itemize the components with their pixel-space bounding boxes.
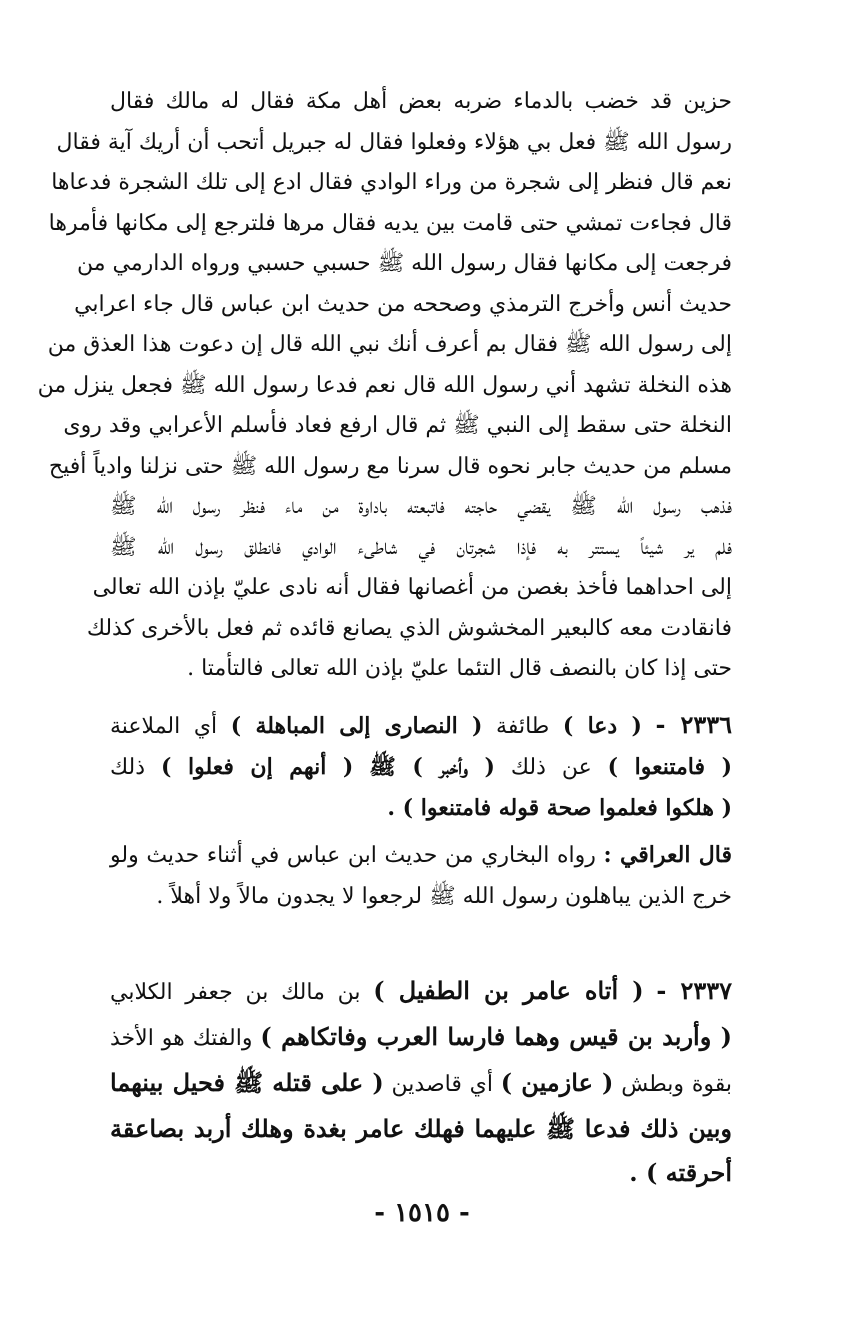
- quoted-phrase: ( وأربد بن قيس وهما فارسا العرب وفاتكاهم ): [260, 1021, 732, 1051]
- commentary-text: ذلك: [110, 754, 146, 780]
- quoted-phrase: ( عازمين ): [500, 1067, 614, 1097]
- quoted-phrase: ( النصارى إلى المباهلة ): [230, 712, 483, 739]
- quoted-phrase: ( وأخبر ) ﷺ: [369, 753, 495, 780]
- text-line: قال فجاءت تمشي حتى قامت بين يديه فقال مرها فلترجع إلى مكانها فأمرها: [48, 210, 732, 236]
- text-line: رسول الله ﷺ فعل بي هؤلاء وفعلوا فقال له جبريل أتحب أن أريك آية فقال: [56, 129, 732, 155]
- text-line: مسلم من حديث جابر نحوه قال سرنا مع رسول الله ﷺ حتى نزلنا وادياً أفيح: [48, 453, 732, 479]
- entry-2336: [110, 704, 732, 829]
- text-line: فرجعت إلى مكانها فقال رسول الله ﷺ حسبي حسبي ورواه الدارمي من: [76, 251, 732, 276]
- iraqi-note: [110, 835, 732, 917]
- quoted-phrase: ( هلكوا فعلموا صحة قوله فامتنعوا ) .: [387, 794, 732, 821]
- quoted-phrase: ( على قتله ﷺ فحيل بينهما: [110, 1067, 384, 1097]
- commentary-text: بقوة وبطش: [621, 1071, 732, 1097]
- commentary-text: طائفة: [496, 713, 550, 739]
- text-line: نعم قال فنظر إلى شجرة من وراء الوادي فقال ادع إلى تلك الشجرة فدعاها: [51, 170, 732, 195]
- text-line: حديث أنس وأخرج الترمذي وصححه من حديث ابن عباس قال جاء اعرابي: [74, 291, 732, 317]
- note-text: رواه البخاري من حديث ابن عباس في أثناء حديث ولو: [110, 842, 596, 868]
- commentary-text: عن ذلك: [510, 754, 592, 780]
- quoted-phrase: ( أتاه عامر بن الطفيل ): [373, 975, 644, 1005]
- text-line: حزين قد خضب بالدماء ضربه بعض أهل مكة فقال له مالك فقال: [110, 89, 732, 114]
- commentary-text: والفتك هو الأخذ: [110, 1025, 253, 1051]
- main-text-block: [37, 82, 732, 690]
- quoted-phrase: ( أنهم إن فعلوا ): [160, 753, 354, 780]
- quoted-phrase: ( فامتنعوا ): [607, 753, 732, 780]
- quoted-phrase: ( دعا ): [562, 712, 642, 739]
- text-line: فانقادت معه كالبعير المخشوش الذي يصانع قائده ثم فعل بالأخرى كذلك: [86, 615, 732, 641]
- entry-number: ٢٣٣٧ -: [656, 975, 732, 1005]
- entry-number: ٢٣٣٦ -: [655, 709, 733, 739]
- text-line: هذه النخلة تشهد أني رسول الله قال نعم فدعا رسول الله ﷺ فجعل ينزل من: [37, 372, 732, 398]
- quoted-phrase: وبين ذلك فدعا ﷺ عليهما فهلك عامر بغدة وهلك أربد بصاعقة: [110, 1113, 733, 1143]
- commentary-text: أي قاصدين: [391, 1071, 493, 1097]
- text-line: فذهب رسول الله ﷺ يقضي حاجته فاتبعته باداوة من ماء فنظر رسول الله ﷺ: [110, 494, 732, 519]
- text-line: إلى احداهما فأخذ بغصن من أغصانها فقال أنه نادى عليّ بإذن الله تعالى: [92, 575, 732, 600]
- text-line: فلم ير شيئاً يستتر به فإذا شجرتان في شاطىء الوادي فانطلق رسول الله ﷺ: [110, 534, 732, 560]
- commentary-text: بن مالك بن جعفر الكلابي: [110, 979, 361, 1005]
- text-line: إلى رسول الله ﷺ فقال بم أعرف أنك نبي الله قال إن دعوت هذا العذق من: [47, 332, 732, 357]
- text-line: حتى إذا كان بالنصف قال التئما عليّ بإذن الله تعالى فالتأمتا .: [187, 656, 732, 681]
- entry-2337: [110, 969, 732, 1195]
- page-number: - ١٥١٥ -: [374, 1198, 470, 1228]
- text-line: النخلة حتى سقط إلى النبي ﷺ ثم قال ارفع فعاد فأسلم الأعرابي وقد روى: [63, 413, 732, 438]
- quoted-phrase: أحرقته ) .: [629, 1157, 732, 1187]
- commentary-text: أي الملاعنة: [110, 713, 218, 739]
- note-label: قال العراقي :: [603, 841, 732, 868]
- note-text: خرج الذين يباهلون رسول الله ﷺ لرجعوا لا يجدون مالاً ولا أهلاً .: [156, 883, 732, 909]
